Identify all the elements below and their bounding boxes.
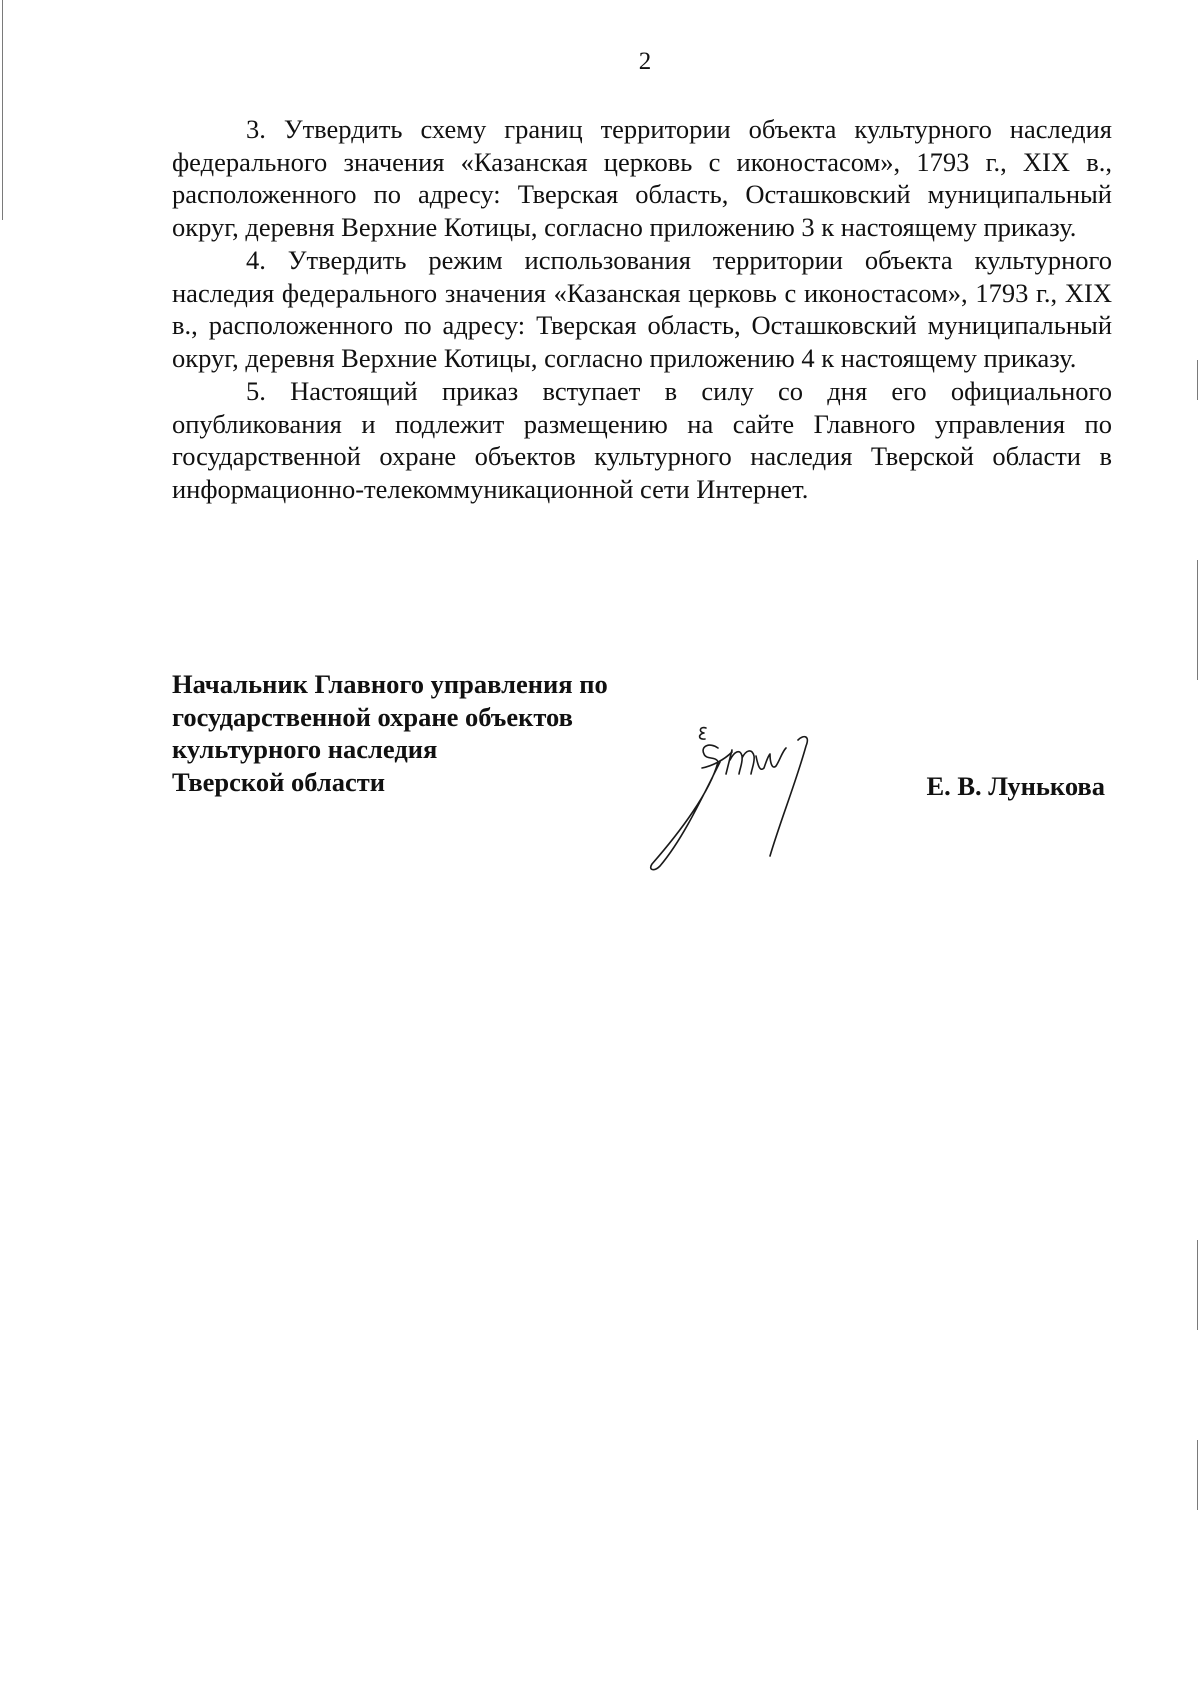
signer-name: Е. В. Лунькова bbox=[926, 771, 1105, 801]
paragraph-3: 3. Утвердить схему границ территории объекта культурного наследия федерального значения «Казанская церковь с иконостасом», 1793 г., XIX в., расположенного по адресу: Тверская область, Осташковский муниципальный округ, деревня Верхние Котицы, согласно приложению 3 к настоящему приказу. bbox=[172, 114, 1112, 242]
handwritten-signature-icon bbox=[640, 722, 840, 872]
document-body bbox=[172, 113, 1112, 506]
signatory-title: Начальник Главного управления по государственной охране объектов культурного наследия Тверской области bbox=[172, 669, 608, 797]
scan-edge-mark bbox=[2, 0, 3, 220]
paragraph-5: 5. Настоящий приказ вступает в силу со дня его официального опубликования и подлежит размещению на сайте Главного управления по государственной охране объектов культурного наследия Тверской области в информационно-телекоммуникационной сети Интернет. bbox=[172, 376, 1112, 504]
scan-edge-mark bbox=[1197, 1440, 1198, 1510]
scan-edge-mark bbox=[1197, 560, 1198, 680]
scan-edge-mark bbox=[1197, 360, 1198, 400]
page-number: 2 bbox=[638, 48, 652, 75]
scan-edge-mark bbox=[1197, 1240, 1198, 1330]
paragraph-4: 4. Утвердить режим использования территории объекта культурного наследия федерального значения «Казанская церковь с иконостасом», 1793 г., XIX в., расположенного по адресу: Тверская область, Осташковский муниципальный округ, деревня Верхние Котицы, согласно приложению 4 к настоящему приказу. bbox=[172, 245, 1112, 373]
